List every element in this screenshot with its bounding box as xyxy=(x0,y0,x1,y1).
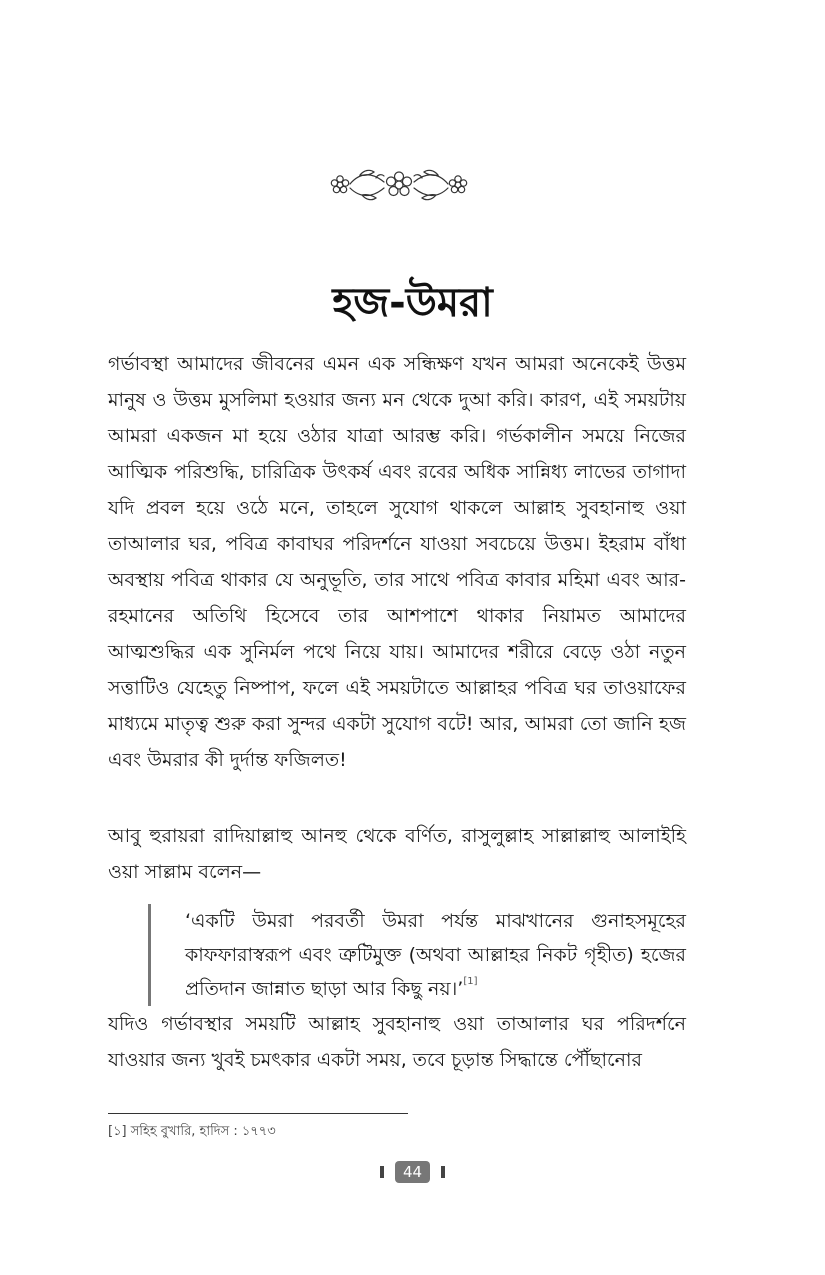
body-paragraph-intro: গর্ভাবস্থা আমাদের জীবনের এমন এক সন্ধিক্ষণ যখন আমরা অনেকেই উত্তম মানুষ ও উত্তম মুসলিমা হওয়ার জন্য মন থেকে দুআ করি। কারণ, এই সময়টায় আমরা একজন মা হয়ে ওঠার যাত্রা আরম্ভ করি। গর্ভকালীন সময়ে নিজের আত্মিক পরিশুদ্ধি, চারিত্রিক উৎকর্ষ এবং রবের অধিক সান্নিধ্য লাভের তাগাদা যদি প্রবল হয়ে ওঠে মনে, তাহলে সুযোগ থাকলে আল্লাহ সুবহানাহু ওয়া তাআলার ঘর, পবিত্র কাবাঘর পরিদর্শনে যাওয়া সবচেয়ে উত্তম। ইহরাম বাঁধা অবস্থায় পবিত্র থাকার যে অনুভূতি, তার সাথে পবিত্র কাবার মহিমা এবং আর-রহমানের অতিথি হিসেবে তার আশপাশে থাকার নিয়ামত আমাদের আত্মশুদ্ধির এক সুনির্মল পথে নিয়ে যায়। আমাদের শরীরে বেড়ে ওঠা নতুন সত্তাটিও যেহেতু নিষ্পাপ, ফলে এই সময়টাতে আল্লাহর পবিত্র ঘর তাওয়াফের মাধ্যমে মাতৃত্ব শুরু করা সুন্দর একটা সুযোগ বটে! আর, আমরা তো জানি হজ এবং উমরার কী দুর্দান্ত ফজিলত! xyxy=(108,353,686,771)
body-paragraph-continuation: যদিও গর্ভাবস্থার সময়টি আল্লাহ সুবহানাহু ওয়া তাআলার ঘর পরিদর্শনে যাওয়ার জন্য খুবই চমৎকার একটা সময়, তবে চূড়ান্ত সিদ্ধান্তে পৌঁছানোর xyxy=(108,1013,686,1071)
page-number-block xyxy=(0,1161,825,1183)
footnote: [১] সহিহ বুখারি, হাদিস : ১৭৭৩ xyxy=(108,1124,276,1139)
chapter-title: হজ-উমরা xyxy=(332,279,493,326)
hadith-blockquote xyxy=(148,904,686,1006)
footnote-divider xyxy=(108,1113,408,1114)
page-number-left-mark xyxy=(380,1166,384,1178)
page-number: 44 xyxy=(395,1161,430,1183)
floral-ornament xyxy=(326,164,472,206)
footnote-reference[interactable]: [1] xyxy=(463,976,478,987)
body-paragraph-hadith-intro: আবু হুরায়রা রাদিয়াল্লাহু আনহু থেকে বর্ণিত, রাসুলুল্লাহ সাল্লাল্লাহু আলাইহি ওয়া সাল্লাম বলেন— xyxy=(108,825,686,883)
hadith-quote xyxy=(185,904,686,1006)
hadith-quote-text: ‘একটি উমরা পরবর্তী উমরা পর্যন্ত মাঝখানের গুনাহসমূহের কাফফারাস্বরূপ এবং ত্রুটিমুক্ত (অথবা আল্লাহর নিকট গৃহীত) হজের প্রতিদান জান্নাত ছাড়া আর কিছু নয়।’ xyxy=(185,910,686,1000)
page-number-right-mark xyxy=(441,1166,445,1178)
